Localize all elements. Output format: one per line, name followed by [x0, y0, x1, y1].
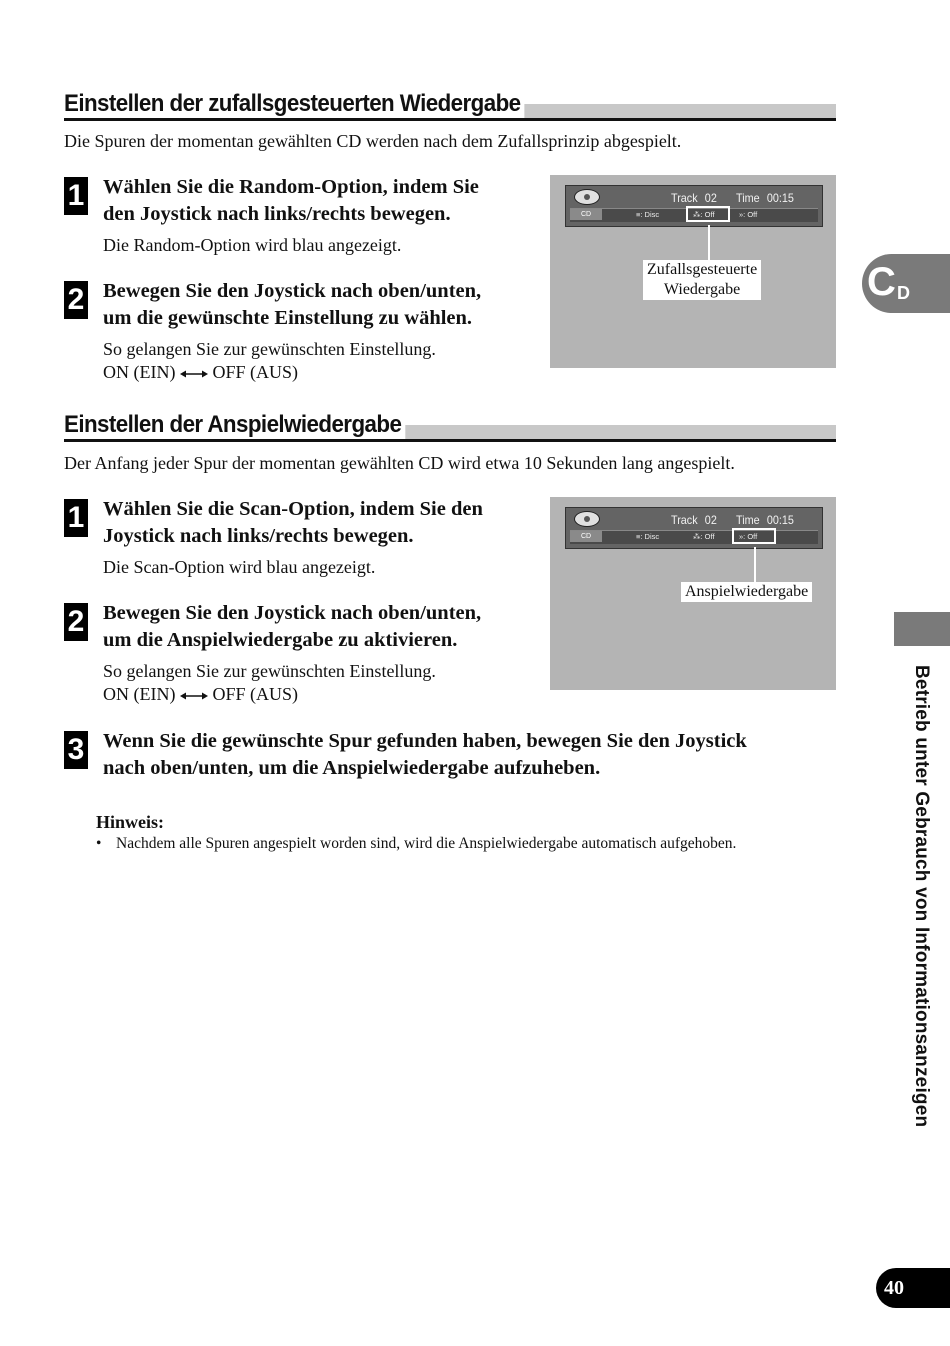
step-title: Bewegen Sie den Joystick nach oben/unten, um die gewünschte Einstellung zu wählen.	[103, 280, 482, 329]
section-title-scan: Einstellen der Anspielwiedergabe	[64, 411, 405, 439]
repeat-icon: ≡: Disc	[636, 210, 660, 219]
step-title: Bewegen Sie den Joystick nach oben/unten, um die Anspielwiedergabe zu aktivieren.	[103, 602, 482, 651]
note-heading: Hinweis:	[96, 812, 165, 832]
double-arrow-icon	[180, 369, 208, 379]
section-title-random: Einstellen der zufallsgesteuerten Wiedergabe	[64, 90, 524, 118]
random-icon: ⁂: Off	[693, 532, 715, 541]
step-number-badge: 2	[64, 281, 88, 319]
section-heading-scan	[64, 411, 836, 445]
chapter-tab-cd: C D	[862, 254, 950, 313]
note-item: • Nachdem alle Spuren angespielt worden sind, wird die Anspielwiedergabe automatisch aufgehoben.	[96, 835, 737, 852]
step-number-badge: 1	[64, 499, 88, 537]
step-number-badge: 3	[64, 731, 88, 769]
callout-label: Anspielwiedergabe	[681, 582, 812, 602]
section-heading-random	[64, 90, 836, 124]
scan-icon: »: Off	[739, 210, 758, 219]
section-intro-scan: Der Anfang jeder Spur der momentan gewählten CD wird etwa 10 Sekunden lang angespielt.	[64, 453, 735, 473]
section-intro-random: Die Spuren der momentan gewählten CD werden nach dem Zufallsprinzip abgespielt.	[64, 131, 682, 151]
step-description: Die Random-Option wird blau angezeigt.	[103, 235, 402, 255]
step-description: Die Scan-Option wird blau angezeigt.	[103, 557, 376, 577]
disc-icon	[574, 189, 600, 205]
lcd-display: Track 02 Time 00:15 CD ≡: Disc ⁂: Off »: Off	[565, 507, 823, 549]
step-title: Wenn Sie die gewünschte Spur gefunden haben, bewegen Sie den Joystick nach oben/unten, um die Anspielwiedergabe aufzuheben.	[103, 730, 747, 779]
scan-icon: »: Off	[739, 532, 758, 541]
screen-illustration-scan	[550, 497, 836, 690]
step-description: So gelangen Sie zur gewünschten Einstellung. ON (EIN) OFF (AUS)	[103, 339, 436, 382]
step-title: Wählen Sie die Random-Option, indem Sie den Joystick nach links/rechts bewegen.	[103, 176, 479, 225]
callout-label: Zufallsgesteuerte Wiedergabe	[643, 260, 761, 300]
cd-tag: CD	[570, 531, 602, 542]
repeat-icon: ≡: Disc	[636, 532, 660, 541]
side-chapter-title: Betrieb unter Gebrauch von Informationsanzeigen	[911, 665, 932, 1128]
step-title: Wählen Sie die Scan-Option, indem Sie den Joystick nach links/rechts bewegen.	[103, 498, 483, 547]
disc-icon	[574, 511, 600, 527]
page-number: 40	[876, 1268, 950, 1308]
highlight-frame	[686, 206, 730, 222]
cd-tag: CD	[570, 209, 602, 220]
step-number-badge: 1	[64, 177, 88, 215]
side-marker	[894, 612, 950, 646]
screen-illustration-random	[550, 175, 836, 368]
step-number-badge: 2	[64, 603, 88, 641]
random-icon: ⁂: Off	[693, 210, 715, 219]
highlight-frame	[732, 528, 776, 544]
step-description: So gelangen Sie zur gewünschten Einstellung. ON (EIN) OFF (AUS)	[103, 661, 436, 704]
double-arrow-icon	[180, 691, 208, 701]
lcd-display: Track 02 Time 00:15 CD ≡: Disc ⁂: Off »: Off	[565, 185, 823, 227]
